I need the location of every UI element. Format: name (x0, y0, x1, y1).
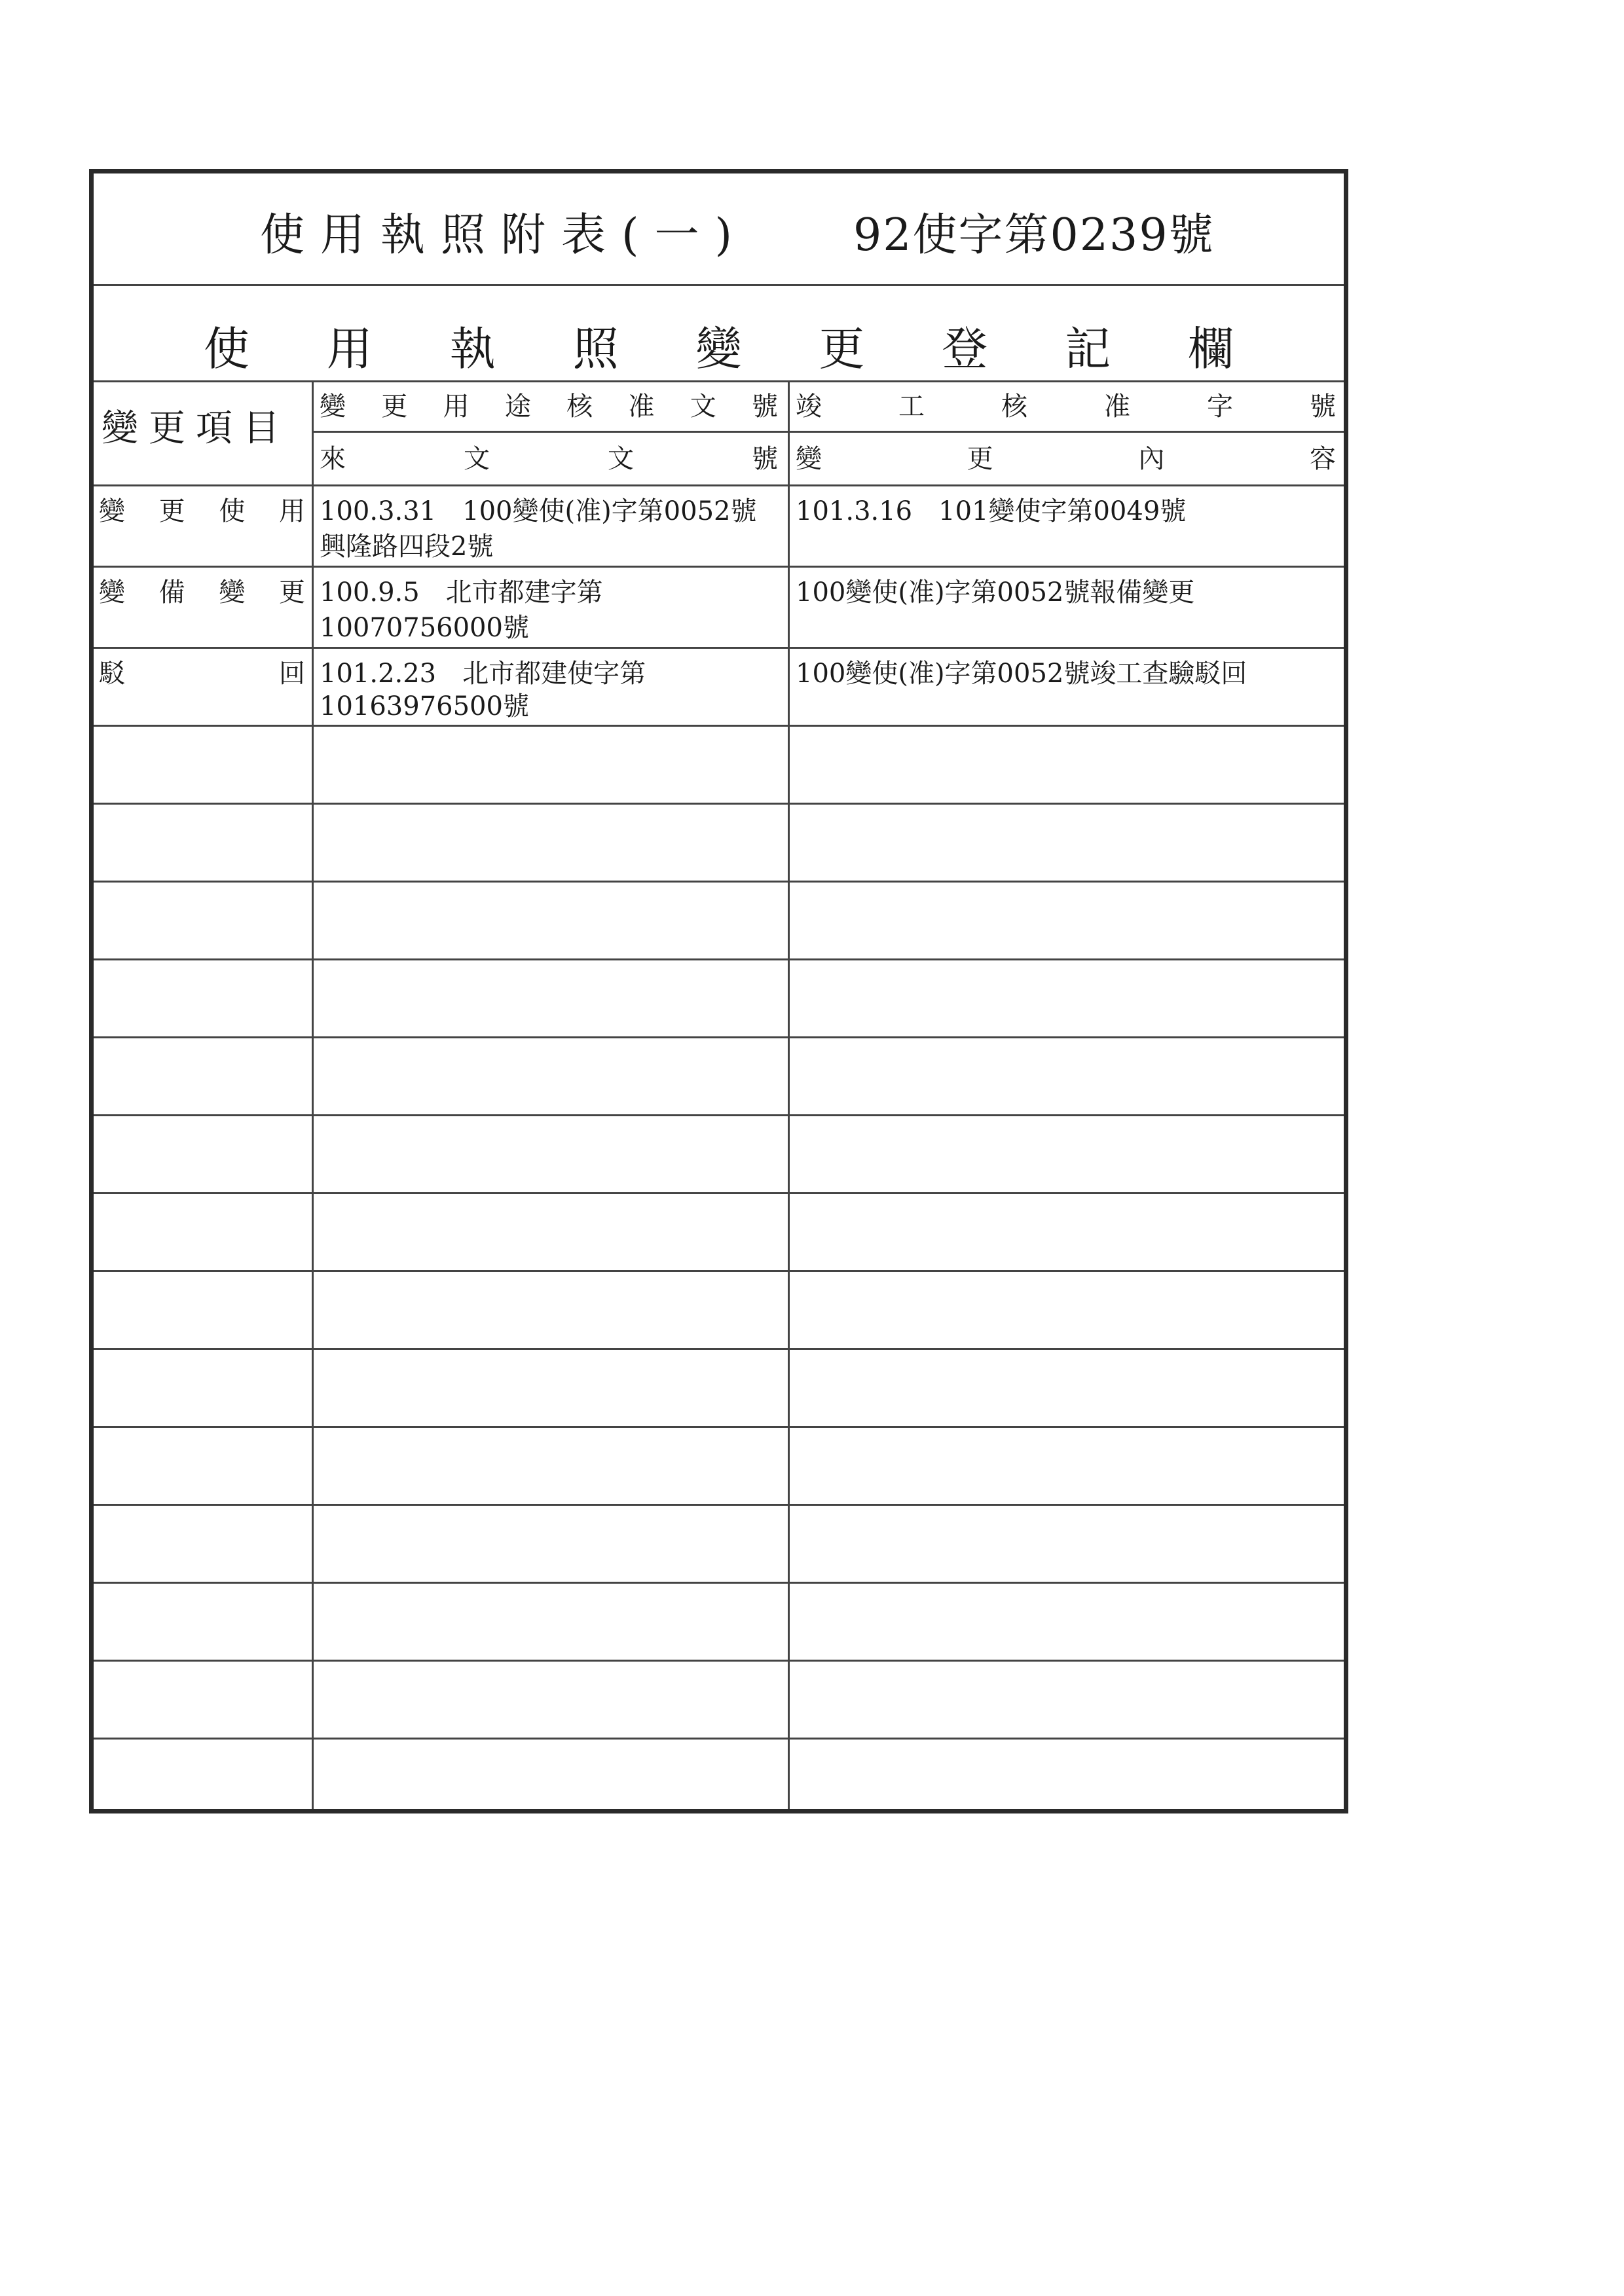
subtitle-char: 變 (695, 322, 742, 376)
row-divider (94, 725, 1344, 727)
header-char: 途 (504, 392, 531, 422)
row-divider (94, 881, 1344, 883)
form-subtitle (204, 312, 1234, 378)
header-char: 容 (1309, 444, 1336, 474)
item-char: 更 (158, 496, 185, 526)
row-divider (94, 1504, 1344, 1506)
header-incoming-doc-number (320, 440, 778, 478)
header-char: 變 (796, 444, 822, 474)
header-char: 文 (608, 444, 634, 474)
row-doc-line2: 10163976500號 (320, 691, 529, 721)
header-char: 更 (967, 444, 993, 474)
row-item-rejected (99, 655, 305, 693)
header-char: 字 (1207, 392, 1233, 422)
item-char: 使 (219, 496, 246, 526)
item-char: 變 (219, 577, 246, 608)
header-char: 用 (443, 392, 470, 422)
row-doc-line1: 101.2.23 北市都建使字第 (320, 659, 646, 689)
form-number: 92使字第0239號 (853, 210, 1215, 261)
row-divider (94, 1426, 1344, 1428)
row-item-change-use (99, 492, 305, 530)
row-divider (94, 1036, 1344, 1038)
header-char: 核 (566, 392, 593, 422)
item-char: 備 (158, 577, 185, 608)
item-char: 更 (278, 577, 305, 608)
subtitle-row (94, 286, 1344, 382)
item-char: 變 (99, 577, 125, 608)
header-char: 號 (1310, 392, 1336, 422)
subtitle-char: 欄 (1188, 322, 1234, 376)
row-doc-line2: 興隆路四段2號 (320, 532, 494, 562)
header-char: 號 (752, 444, 778, 474)
row-divider (94, 1192, 1344, 1194)
subtitle-char: 執 (449, 322, 496, 376)
title-row (94, 173, 1344, 286)
item-char: 回 (279, 659, 305, 689)
header-char: 核 (1001, 392, 1027, 422)
row-item-report-change (99, 574, 305, 611)
row-divider (94, 566, 1344, 568)
subtitle-char: 用 (326, 322, 373, 376)
header-divider (314, 431, 1344, 433)
row-divider (94, 1114, 1344, 1116)
header-char: 號 (751, 392, 778, 422)
row-content-line1: 101.3.16 101變使字第0049號 (796, 496, 1187, 526)
row-divider (94, 1582, 1344, 1584)
header-char: 竣 (796, 392, 822, 422)
header-change-content (796, 440, 1336, 478)
subtitle-char: 登 (942, 322, 988, 376)
header-char: 變 (320, 392, 346, 422)
form-title: 使用執照附表(一) (260, 210, 748, 261)
header-char: 來 (320, 444, 346, 474)
row-divider (94, 1738, 1344, 1740)
row-content-line1: 100變使(准)字第0052號竣工查驗駁回 (796, 659, 1247, 689)
row-divider (94, 647, 1344, 649)
column-divider (312, 382, 314, 1809)
header-completion-approval-number (796, 388, 1336, 426)
header-char: 准 (628, 392, 655, 422)
subtitle-char: 更 (819, 322, 865, 376)
subtitle-char: 照 (572, 322, 619, 376)
item-char: 駁 (99, 659, 125, 689)
row-divider (94, 803, 1344, 805)
row-divider (94, 958, 1344, 960)
row-divider (94, 1270, 1344, 1272)
change-record-table (94, 382, 1344, 1809)
row-divider (94, 484, 1344, 486)
header-char: 更 (381, 392, 408, 422)
subtitle-char: 使 (204, 322, 249, 376)
license-form (89, 169, 1348, 1813)
header-char: 准 (1104, 392, 1130, 422)
header-char: 文 (464, 444, 490, 474)
subtitle-char: 記 (1065, 322, 1111, 376)
row-divider (94, 1348, 1344, 1350)
row-content-line1: 100變使(准)字第0052號報備變更 (796, 577, 1195, 608)
header-change-doc-number (320, 388, 778, 426)
column-divider (788, 382, 790, 1809)
header-char: 工 (898, 392, 925, 422)
header-char: 文 (690, 392, 716, 422)
item-char: 變 (99, 496, 125, 526)
row-doc-line1: 100.9.5 北市都建字第 (320, 577, 603, 608)
row-divider (94, 1660, 1344, 1662)
header-change-item: 變更項目 (101, 407, 290, 450)
header-char: 內 (1138, 444, 1165, 474)
row-doc-line1: 100.3.31 100變使(准)字第0052號 (320, 496, 757, 526)
item-char: 用 (278, 496, 305, 526)
row-doc-line2: 10070756000號 (320, 613, 529, 643)
